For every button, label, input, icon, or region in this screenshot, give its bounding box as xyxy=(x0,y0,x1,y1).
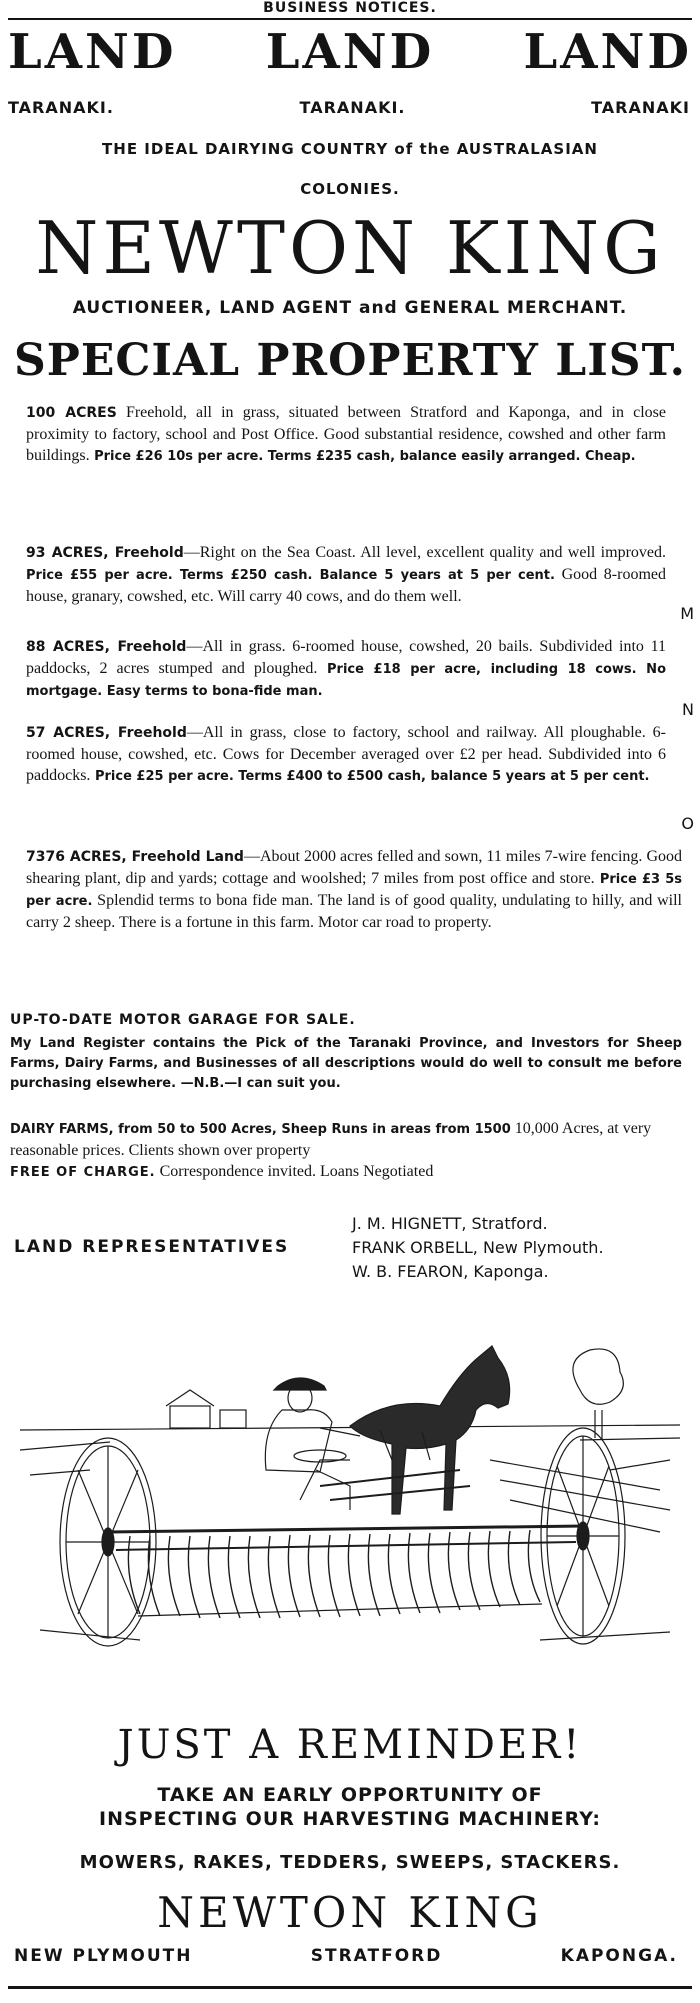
land-word-center: LAND xyxy=(265,24,435,80)
taranaki-row xyxy=(0,98,700,117)
dairy-rest: 10,000 Acres, at very reasonable prices. Clients shown over property xyxy=(10,1120,652,1159)
margin-mark-o: O xyxy=(681,814,694,833)
header-rule xyxy=(8,18,692,20)
advertiser-trade: AUCTIONEER, LAND AGENT and GENERAL MERCHANT. xyxy=(72,298,628,318)
tagline-line-2: COLONIES. xyxy=(300,180,400,198)
listing-5-text2: Splendid terms to bona fide man. The land is of good quality, undulating to hilly, and will carry 2 sheep. There is a fortune in this farm. Motor car road to property. xyxy=(26,892,682,931)
reminder-line-2: INSPECTING OUR HARVESTING MACHINERY: xyxy=(99,1808,601,1830)
advertiser-name: NEWTON KING xyxy=(35,206,665,290)
listing-5-text: —About 2000 acres felled and sown, 11 miles 7-wire fencing. Good shearing plant, dip and yards; cottage and woolshed; 7 miles from post office and store. xyxy=(26,848,683,887)
representative-2: FRANK ORBELL, New Plymouth. xyxy=(352,1238,604,1257)
listing-5-lead: 7376 ACRES, Freehold Land xyxy=(26,849,244,865)
footer-town-stratford: STRATFORD xyxy=(310,1946,443,1966)
listing-2 xyxy=(26,542,666,607)
footer-town-kaponga: KAPONGA. xyxy=(560,1946,678,1966)
listing-4 xyxy=(26,722,666,787)
listing-3-text: —All in grass. 6-roomed house, cowshed, 20 bails. Subdivided into 11 paddocks, 2 acres stumped and ploughed. xyxy=(26,638,666,677)
register-notice: My Land Register contains the Pick of the Taranaki Province, and Investors for Sheep Farms, Dairy Farms, and Businesses of all descriptions would do well to consult me before purchasing elsewhere. —N.B.—I can suit you. xyxy=(10,1036,682,1091)
listing-2-text2: Good 8-roomed house, granary, cowshed, etc. Will carry 40 cows, and do them well. xyxy=(26,566,666,605)
listing-2-text: —Right on the Sea Coast. All level, excellent quality and well improved. xyxy=(183,544,666,561)
taranaki-center: TARANAKI. xyxy=(299,98,406,117)
footer-towns xyxy=(0,1946,700,1966)
representatives-label: LAND REPRESENTATIVES xyxy=(14,1237,290,1257)
taranaki-right: TARANAKI xyxy=(591,98,690,117)
listing-5 xyxy=(26,846,682,933)
footer-rule xyxy=(8,1986,692,1989)
listing-4-price: Price £25 per acre. Terms £400 to £500 cash, balance 5 years at 5 per cent. xyxy=(90,769,650,784)
dairy-tail: Correspondence invited. Loans Negotiated xyxy=(155,1163,434,1180)
listing-2-lead: 93 ACRES, Freehold xyxy=(26,545,184,561)
land-word-left: LAND xyxy=(8,24,177,80)
reminder-machines: MOWERS, RAKES, TEDDERS, SWEEPS, STACKERS. xyxy=(79,1852,621,1873)
margin-mark-m: M xyxy=(680,604,694,623)
dairy-lead: DAIRY FARMS, from 50 to 500 Acres, Sheep Runs in areas from 1500 xyxy=(10,1122,511,1137)
land-banner-row xyxy=(0,24,700,80)
list-title: SPECIAL PROPERTY LIST. xyxy=(14,335,686,386)
listing-1-text: Freehold, all in grass, situated between Stratford and Kaponga, and in close proximity to factory, school and Post Office. Good substantial residence, cowshed and other farm buildings. xyxy=(26,404,667,464)
section-header: BUSINESS NOTICES. xyxy=(263,0,437,16)
representative-1: J. M. HIGNETT, Stratford. xyxy=(352,1214,548,1233)
listing-1-price: Price £26 10s per acre. Terms £235 cash, balance easily arranged. Cheap. xyxy=(89,449,636,464)
footer-town-new-plymouth: NEW PLYMOUTH xyxy=(14,1946,193,1966)
dairy-free: FREE OF CHARGE. xyxy=(10,1165,156,1180)
listing-4-text: —All in grass, close to factory, school and railway. All ploughable. 6-roomed house, cowshed, etc. Cows for December averaged over £2 per head. Subdivided into 6 paddocks. xyxy=(26,724,666,784)
listing-5-price: Price £3 5s per acre. xyxy=(26,872,682,909)
reminder-headline: JUST A REMINDER! xyxy=(117,1722,583,1768)
representative-3: W. B. FEARON, Kaponga. xyxy=(352,1262,549,1281)
listing-1-lead: 100 ACRES xyxy=(26,405,117,421)
taranaki-left: TARANAKI. xyxy=(8,98,114,117)
reminder-line-1: TAKE AN EARLY OPPORTUNITY OF xyxy=(157,1784,543,1806)
hay-rake-illustration xyxy=(20,1310,680,1710)
listing-4-lead: 57 ACRES, Freehold xyxy=(26,725,187,741)
footer-name: NEWTON KING xyxy=(157,1888,543,1937)
tagline-line-1: THE IDEAL DAIRYING COUNTRY of the AUSTRALASIAN xyxy=(102,140,598,158)
garage-notice: UP-TO-DATE MOTOR GARAGE FOR SALE. xyxy=(10,1012,356,1028)
listing-3-price: Price £18 per acre, including 18 cows. No mortgage. Easy terms to bona-fide man. xyxy=(26,662,666,699)
listing-3 xyxy=(26,636,666,702)
dairy-notice xyxy=(10,1118,682,1183)
margin-mark-n: N xyxy=(682,700,694,719)
listing-1 xyxy=(26,402,666,467)
listing-2-price: Price £55 per acre. Terms £250 cash. Balance 5 years at 5 per cent. xyxy=(26,568,555,583)
listing-3-lead: 88 ACRES, Freehold xyxy=(26,639,187,655)
land-word-right: LAND xyxy=(523,24,692,80)
